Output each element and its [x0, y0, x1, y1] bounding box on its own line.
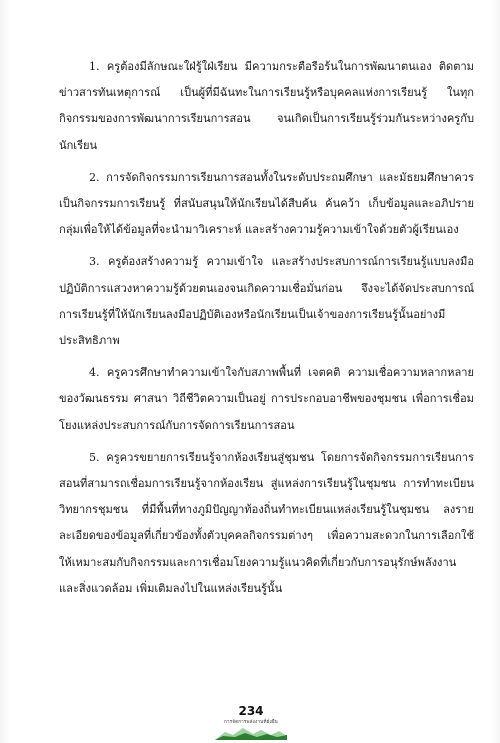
mountain-logo-icon: [215, 724, 287, 740]
paragraph-4: 4. ครูควรศึกษาทำความเข้าใจกับสภาพพื้นที่ เจตคติ ความเชื่อความหลากหลายของวัฒนธรรม ศาสนา วิถีชีวิตความเป็นอยู่ การประกอบอาชีพของชุมชน เพื่อการเชื่อมโยงแหล่งประสบการณ์กับการจัดการเรียนการสอน: [59, 366, 474, 432]
paragraph-2: 2. การจัดกิจกรรมการเรียนการสอนทั้งในระดับประถมศึกษา และมัธยมศึกษาควรเป็นกิจกรรมการเรียนรู้ ที่สนับสนุนให้นักเรียนได้สืบค้น ค้นคว้า เก็บข้อมูลและอภิปรายกลุ่มเพื่อให้ได้ข้อมูลที่จะนำมาวิเคราะห์ และสร้างความรู้ความเข้าใจด้วยตัวผู้เรียนเอง: [59, 170, 474, 237]
paragraph-5: 5. ครูควรขยายการเรียนรู้จากห้องเรียนสู่ชุมชน โดยการจัดกิจกรรมการเรียนการสอนที่สามารถเชื่อมการเรียนรู้จากห้องเรียน สู่แหล่งการเรียนรู้ในชุมชน การทำทะเบียน วิทยากรชุมชน ที่มีพื้นที่ทางภูมิปัญญาท้องถิ่นทำทะเบียนแหล่งเรียนรู้ในชุมชน ลงรายละเอียดของข้อมูลที่เกี่ยวข้องทั้งตัวบุคคลกิจกรรมต่างๆ เพื่อความสะดวกในการเลือกใช้ให้เหมาะสมกับกิจกรรมและการเชื่อมโยงความรู้แนวคิดที่เกี่ยวกับการอนุรักษ์พลังงานและสิ่งแวดล้อม เพิ่มเติมลงไปในแหล่งเรียนรู้นั้น: [59, 450, 474, 595]
body-text: [59, 54, 474, 608]
footer-logo-text: การจัดการพลังงานที่ยั่งยืน: [224, 720, 278, 725]
page-number: 234: [238, 704, 264, 718]
page-footer: [0, 700, 500, 743]
paragraph-1: 1. ครูต้องมีลักษณะใฝ่รู้ใฝ่เรียน มีความกระตือรือร้นในการพัฒนาตนเอง ติดตามข่าวสารทันเหตุการณ์ เป็นผู้ที่มีฉันทะในการเรียนรู้หรือบุคคลแห่งการเรียนรู้ ในทุกกิจกรรมของการพัฒนาการเรียนการสอน จนเกิดเป็นการเรียนรู้ร่วมกันระหว่างครูกับนักเรียน: [59, 60, 474, 152]
paragraph-3: 3. ครูต้องสร้างความรู้ ความเข้าใจ และสร้างประสบการณ์การเรียนรู้แบบลงมือปฏิบัติการแสวงหาความรู้ด้วยตนเองจนเกิดความเชื่อมั่นก่อน จึงจะได้จัดประสบการณ์การเรียนรู้ที่ให้นักเรียนลงมือปฏิบัติเองหรือนักเรียนเป็นเจ้าของการเรียนรู้นั้นอย่างมีประสิทธิภาพ: [59, 255, 474, 348]
